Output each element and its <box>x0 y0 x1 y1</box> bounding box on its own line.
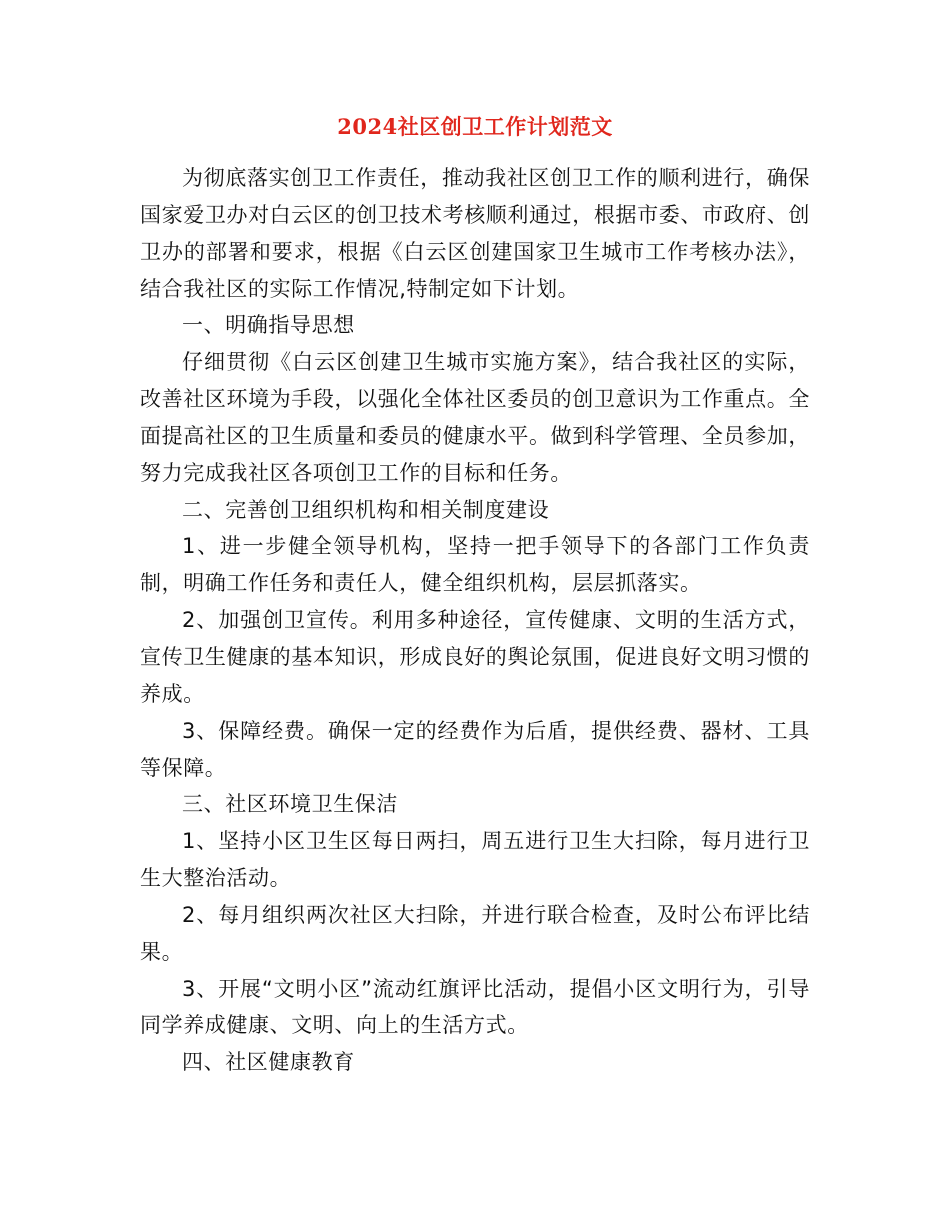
section-heading-4: 四、社区健康教育 <box>182 1050 355 1075</box>
section-2-item-1: 1、进一步健全领导机构，坚持一把手领导下的各部门工作负责制，明确工作任务和责任人，健全组织机构，层层抓落实。 <box>140 534 810 596</box>
section-3-item-2: 2、每月组织两次社区大扫除，并进行联合检查，及时公布评比结果。 <box>140 902 810 964</box>
intro-paragraph: 为彻底落实创卫工作责任，推动我社区创卫工作的顺利进行，确保国家爱卫办对白云区的创卫技术考核顺利通过，根据市委、市政府、创卫办的部署和要求，根据《白云区创建国家卫生城市工作考核办法》，结合我社区的实际工作情况,特制定如下计划。 <box>140 166 810 301</box>
document-body <box>140 160 810 1081</box>
section-3-item-1: 1、坚持小区卫生区每日两扫，周五进行卫生大扫除，每月进行卫生大整治活动。 <box>140 829 810 891</box>
section-heading-1: 一、明确指导思想 <box>182 313 355 338</box>
document-title: 2024社区创卫工作计划范文 <box>337 114 613 139</box>
section-1-paragraph: 仔细贯彻《白云区创建卫生城市实施方案》，结合我社区的实际，改善社区环境为手段，以强化全体社区委员的创卫意识为工作重点。全面提高社区的卫生质量和委员的健康水平。做到科学管理、全员参加，努力完成我社区各项创卫工作的目标和任务。 <box>140 350 810 485</box>
section-2-item-3: 3、保障经费。确保一定的经费作为后盾，提供经费、器材、工具等保障。 <box>140 718 810 780</box>
section-3-item-3: 3、开展“文明小区”流动红旗评比活动，提倡小区文明行为，引导同学养成健康、文明、向上的生活方式。 <box>140 976 810 1038</box>
section-heading-2: 二、完善创卫组织机构和相关制度建设 <box>182 497 550 522</box>
section-2-item-2: 2、加强创卫宣传。利用多种途径，宣传健康、文明的生活方式，宣传卫生健康的基本知识，形成良好的舆论氛围，促进良好文明习惯的养成。 <box>140 608 810 706</box>
section-heading-3: 三、社区环境卫生保洁 <box>182 792 398 817</box>
